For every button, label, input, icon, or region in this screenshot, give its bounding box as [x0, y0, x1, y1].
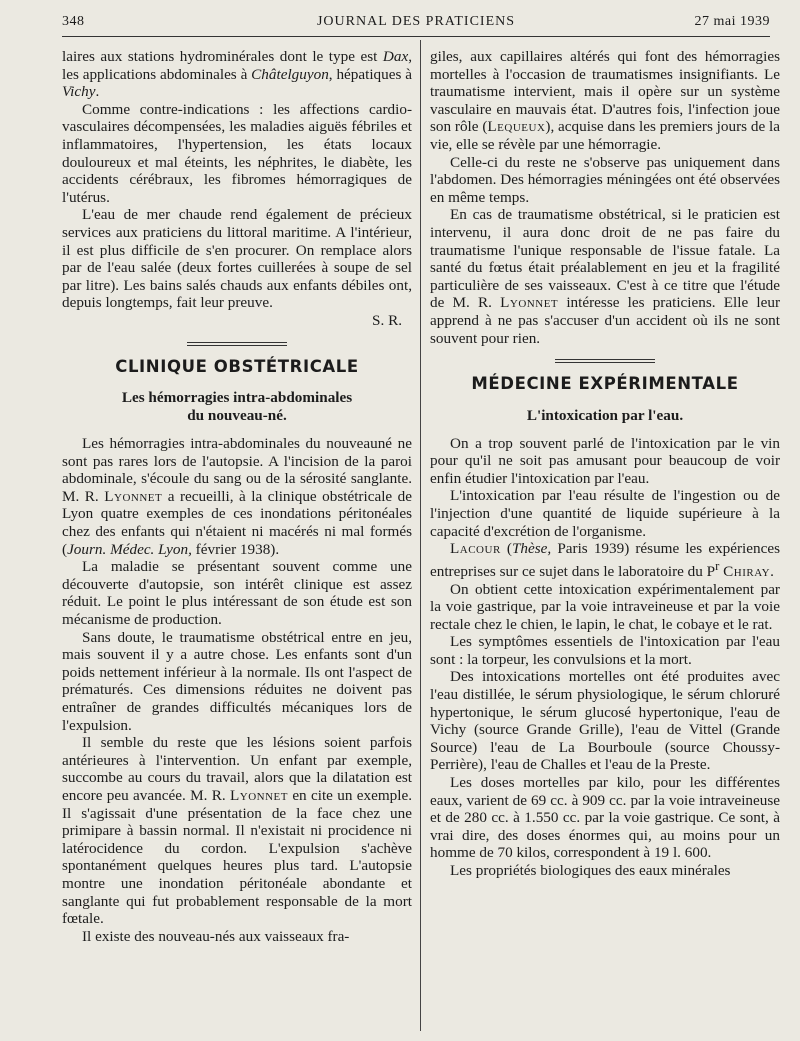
left-column [62, 48, 412, 945]
paragraph: Celle-ci du reste ne s'observe pas uniquement dans l'abdomen. Des hémorragies méningées ont été observées en même temps. [430, 153, 780, 206]
issue-date: 27 mai 1939 [694, 14, 770, 29]
paragraph: On obtient cette intoxication expérimentalement par la voie gastrique, par la voie intraveineuse et par la voie rectale chez le chien, le lapin, le chat, le cobaye et le rat. [430, 580, 780, 633]
section-separator [555, 359, 655, 363]
right-column [430, 48, 780, 880]
signature: S. R. [372, 311, 402, 329]
paragraph: Les doses mortelles par kilo, pour les différentes eaux, varient de 69 cc. à 909 cc. par la voie intraveineuse et de 280 cc. à 1.550 cc. par la voie gastrique. Ce sont, à vrai dire, des doses énormes qui, au moins pour un homme de 70 kilos, correspondent à 19 l. 600. [430, 774, 780, 862]
page-number: 348 [62, 14, 85, 29]
paragraph: En cas de traumatisme obstétrical, si le praticien est intervenu, il aura donc droit de ne pas faire du traumatisme l'unique responsable de l'issue fatale. La santé du fœtus était préalablement en jeu et la fragilité particulière de ses vaisseaux. C'est à ce titre que l'étude de M. R. Lyonnet intéresse les praticiens. Elle leur apprend à ne pas s'accuser d'un accident où ils ne sont souvent pour rien. [430, 206, 780, 347]
paragraph: Il existe des nouveau-nés aux vaisseaux fra- [82, 927, 350, 945]
journal-title: JOURNAL DES PRATICIENS [316, 14, 516, 29]
paragraph: Sans doute, le traumatisme obstétrical entre en jeu, mais souvent il y a autre chose. Les enfants sont d'un poids nettement inférieur à la normale. Ils ont l'aspect de prématurés. Ces dimensions réduites ne doivent pas entraîner de grandes difficultés mécaniques lors de l'expulsion. [62, 628, 412, 734]
section-heading: CLINIQUE OBSTÉTRICALE [115, 356, 359, 376]
paragraph: Comme contre-indications : les affections cardio-vasculaires décompensées, les maladies aiguës fébriles et inflammatoires, l'hypertension, les états locaux douloureux et mal éteints, les néphrites, le diabète, les accidents cérébraux, les fibromes hémorragiques de l'utérus. [62, 100, 412, 206]
paragraph: On a trop souvent parlé de l'intoxication par le vin pour qu'il ne soit pas amusant pour beaucoup de voir enfin étudier l'intoxication par l'eau. [430, 434, 780, 487]
paragraph: L'eau de mer chaude rend également de précieux services aux praticiens du littoral maritime. A l'intérieur, il est plus difficile de s'en procurer. On remplace alors par de l'eau salée (deux fortes cuillerées à soupe de sel par litre). Les bains salés chauds aux enfants débiles ont, depuis longtemps, fait leur preuve. [62, 206, 412, 312]
paragraph: Les propriétés biologiques des eaux minérales [450, 862, 731, 879]
paragraph: Les hémorragies intra-abdominales du nouveauné ne sont pas rares lors de l'autopsie. A l'incision de la paroi abdominale, s'écoule du sang ou de la sérosité sanglante. M. R. Lyonnet a recueilli, à la clinique obstétricale de Lyon quatre exemples de ces inondations péritonéales chez des enfants qui n'étaient ni macérés ni mal formés (Journ. Médec. Lyon, février 1938). [62, 435, 412, 558]
paragraph: laires aux stations hydrominérales dont le type est Dax, les applications abdominales à Châtelguyon, hépatiques à Vichy. [62, 48, 412, 101]
header-rule [62, 36, 770, 37]
paragraph: Des intoxications mortelles ont été produites avec l'eau distillée, le sérum physiologique, le sérum chloruré hypertonique, le sérum glucosé hypertonique, l'eau de Vichy (source Grande Grille), l'eau de Vittel (Grande Source) l'eau de La Bourboule (source Choussy-Perrière), l'eau de Challes et l'eau de la Preste. [430, 668, 780, 774]
paragraph: Lacour (Thèse, Paris 1939) résume les expériences entreprises sur ce sujet dans le laboratoire du $P^r$ Chiray. [430, 540, 781, 580]
paragraph: Il semble du reste que les lésions soient parfois antérieures à l'intervention. Un enfant par exemple, succombe au cours du travail, alors que la dilatation est encore peu avancée. M. R. Lyonnet en cite un exemple. Il s'agissait d'une présentation de la face chez une primipare à bassin normal. Il n'existait ni procidence ni latérocidence du cordon. L'expulsion s'achève spontanément quelques heures plus tard. L'autopsie montre une inondation péritonéale abondante et sanglante qui fut probablement responsable de la mort fœtale. [62, 734, 412, 928]
section-separator [187, 342, 287, 346]
section-heading: MÉDECINE EXPÉRIMENTALE [471, 374, 739, 394]
article-title: Les hémorragies intra-abdominales du nouveau-né. [121, 389, 353, 425]
running-header [62, 14, 770, 36]
paragraph: L'intoxication par l'eau résulte de l'ingestion ou de l'injection d'une quantité de liquide supérieure à la capacité d'excrétion de l'organisme. [430, 487, 780, 540]
paragraph: giles, aux capillaires altérés qui font des hémorragies mortelles à l'occasion de traumatismes insignifiants. Le traumatisme intervient, mais il opère sur un système vasculaire en mauvais état. D'autres fois, l'infection joue son rôle (Lequeux), acquise dans les premiers jours de la vie, elle se révèle par une hémorragie. [430, 48, 780, 153]
column-divider [420, 40, 421, 1031]
article-title: L'intoxication par l'eau. [526, 406, 684, 424]
paragraph: Les symptômes essentiels de l'intoxication par l'eau sont : la torpeur, les convulsions et la mort. [430, 633, 780, 668]
paragraph: La maladie se présentant souvent comme une découverte d'autopsie, son intérêt clinique est assez réduit. Le point le plus intéressant de son étude est son mécanisme de production. [62, 558, 412, 629]
